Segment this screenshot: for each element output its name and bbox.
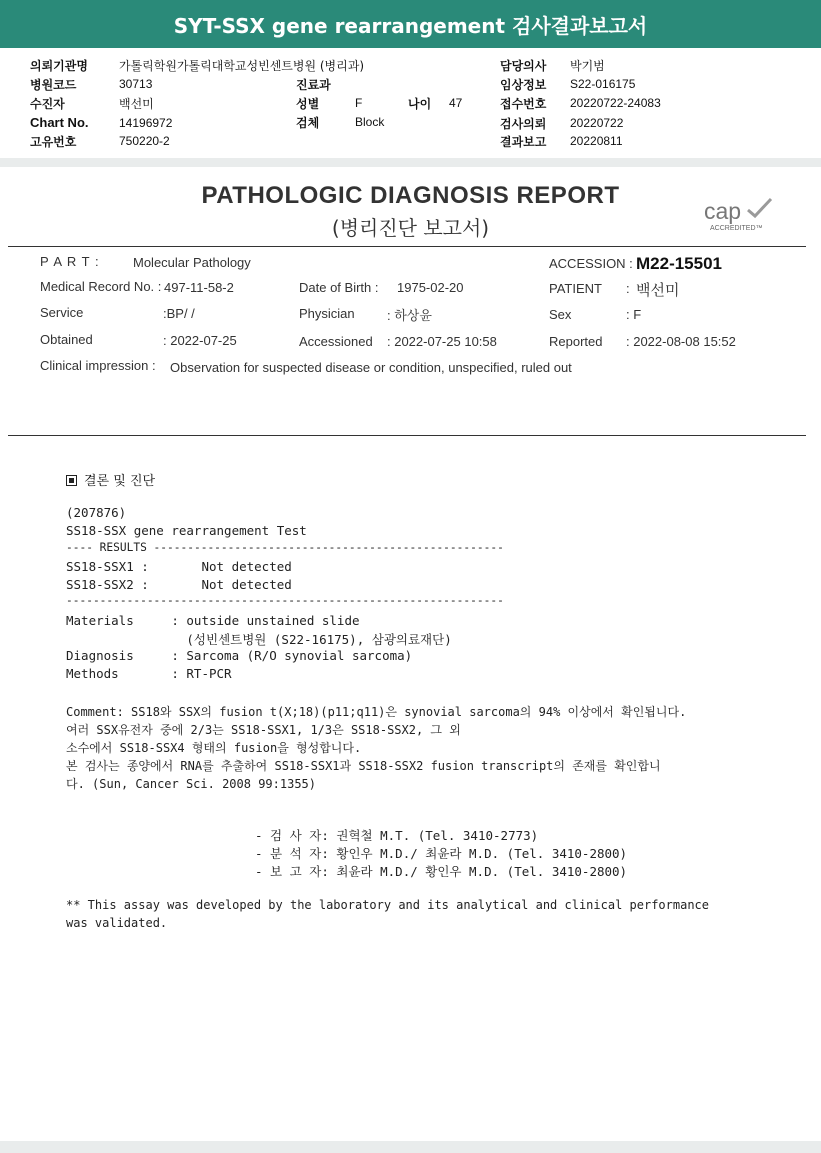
hospital-code-value: 30713 xyxy=(119,77,153,91)
square-bullet-icon xyxy=(66,475,77,486)
dept-label: 진료과 xyxy=(296,78,331,92)
report-title: SYT-SSX gene rearrangement 검사결과보고서 xyxy=(173,14,648,38)
pathology-report-subtitle: (병리진단 보고서) xyxy=(331,216,490,240)
obtained-value: : 2022-07-25 xyxy=(163,333,237,348)
result-ssx1: SS18-SSX1 : Not detected xyxy=(66,559,292,574)
physician-value: : 하상윤 xyxy=(387,308,432,323)
accession-label: ACCESSION : xyxy=(549,256,633,271)
dob-label: Date of Birth : xyxy=(299,280,379,295)
comment-line-3: 소수에서 SS18-SSX4 형태의 fusion을 형성합니다. xyxy=(66,741,362,755)
result-value: 20220811 xyxy=(570,134,623,148)
id-label: 고유번호 xyxy=(30,135,77,149)
comment-line-2: 여러 SSX유전자 중에 2/3는 SS18-SSX1, 1/3은 SS18-SSX2, 그 외 xyxy=(66,723,461,737)
signatory-analyst: - 분 석 자: 황인우 M.D./ 최윤라 M.D. (Tel. 3410-2800) xyxy=(255,846,628,861)
comment-line-1: Comment: SS18와 SSX의 fusion t(X;18)(p11;q11)은 synovial sarcoma의 94% 이상에서 확인됩니다. xyxy=(66,705,687,719)
accessioned-value: : 2022-07-25 10:58 xyxy=(387,334,497,349)
clinical-impression-value: Observation for suspected disease or condition, unspecified, ruled out xyxy=(170,360,572,375)
cap-logo-word: cap xyxy=(704,198,742,224)
sex-field-value: : F xyxy=(626,307,642,322)
accessioned-label: Accessioned xyxy=(299,334,373,349)
result-label: 결과보고 xyxy=(500,135,547,149)
sex-label: 성별 xyxy=(296,97,320,111)
hospital-code-label: 병원코드 xyxy=(30,78,77,92)
id-value: 750220-2 xyxy=(119,134,170,148)
report-title-bar xyxy=(0,0,821,48)
mrn-label: Medical Record No. : xyxy=(40,279,162,294)
test-name: SS18-SSX gene rearrangement Test xyxy=(66,523,307,538)
patient-value: 백선미 xyxy=(636,281,680,299)
divider-bottom xyxy=(8,435,806,436)
physician-label: Physician xyxy=(299,306,355,321)
sex-field-label: Sex xyxy=(549,307,572,322)
chart-label: Chart No. xyxy=(30,115,89,130)
result-ssx2: SS18-SSX2 : Not detected xyxy=(66,577,292,592)
part-value: Molecular Pathology xyxy=(133,255,251,270)
comment-line-4: 본 검사는 종양에서 RNA를 추출하여 SS18-SSX1과 SS18-SSX2 fusion transcript의 존재를 확인합니 xyxy=(66,759,661,773)
cap-accredited-text: ACCREDITED™ xyxy=(710,225,763,232)
checkmark-icon xyxy=(744,196,774,220)
footer-band xyxy=(0,1141,821,1153)
specimen-value: Block xyxy=(355,115,385,129)
service-label: Service xyxy=(40,305,84,320)
service-value: :BP/ / xyxy=(163,306,195,321)
chart-value: 14196972 xyxy=(119,116,173,130)
org-label: 의뢰기관명 xyxy=(30,59,88,73)
obtained-label: Obtained xyxy=(40,332,93,347)
dash-divider: ----------------------------------------------------------------- xyxy=(66,594,504,607)
mrn-value: 497-11-58-2 xyxy=(164,280,234,295)
dob-value: 1975-02-20 xyxy=(397,280,464,295)
pathology-report-title: PATHOLOGIC DIAGNOSIS REPORT xyxy=(201,182,620,209)
cap-accredited-logo xyxy=(700,196,778,236)
org-value: 가톨릭학원가톨릭대학교성빈센트병원 (병리과) xyxy=(119,59,365,73)
request-label: 검사의뢰 xyxy=(500,117,547,131)
doctor-label: 담당의사 xyxy=(500,59,547,73)
assay-note-line-2: was validated. xyxy=(66,916,168,930)
materials-line: Materials : outside unstained slide xyxy=(66,613,360,628)
specimen-label: 검체 xyxy=(296,116,320,130)
reported-value: : 2022-08-08 15:52 xyxy=(626,334,736,349)
recipient-value: 백선미 xyxy=(119,97,154,111)
patient-label: PATIENT xyxy=(549,281,602,296)
request-value: 20220722 xyxy=(570,116,624,130)
materials-line-2: (성빈센트병원 (S22-16175), 삼광의료재단) xyxy=(66,632,452,647)
clinical-label: 임상정보 xyxy=(500,78,547,92)
clinical-value: S22-016175 xyxy=(570,77,636,91)
age-value: 47 xyxy=(449,96,463,110)
comment-line-5: 다. (Sun, Cancer Sci. 2008 99:1355) xyxy=(66,777,317,791)
signatory-examiner: - 검 사 자: 권혁철 M.T. (Tel. 3410-2773) xyxy=(255,828,539,843)
divider-top xyxy=(8,246,806,247)
receipt-value: 20220722-24083 xyxy=(570,96,661,110)
clinical-impression-label: Clinical impression : xyxy=(40,358,156,373)
receipt-label: 접수번호 xyxy=(500,97,547,111)
part-label: P A R T : xyxy=(40,254,100,269)
recipient-label: 수진자 xyxy=(30,97,65,111)
section-heading-text: 결론 및 진단 xyxy=(84,474,156,489)
sex-value: F xyxy=(355,96,363,110)
reported-label: Reported xyxy=(549,334,603,349)
age-label: 나이 xyxy=(408,97,432,111)
doctor-value: 박기범 xyxy=(570,59,605,73)
results-divider: ---- RESULTS ---------------------------------------------------- xyxy=(66,541,504,554)
accession-value: M22-15501 xyxy=(636,254,723,273)
signatory-reporter: - 보 고 자: 최윤라 M.D./ 황인우 M.D. (Tel. 3410-2800) xyxy=(255,864,628,879)
methods-line: Methods : RT-PCR xyxy=(66,666,232,681)
patient-colon: : xyxy=(626,281,630,296)
test-code: (207876) xyxy=(66,505,127,520)
header-separator xyxy=(0,158,821,167)
diagnosis-line: Diagnosis : Sarcoma (R/O synovial sarcoma) xyxy=(66,648,413,663)
section-heading xyxy=(66,470,155,489)
assay-note-line-1: ** This assay was developed by the laboratory and its analytical and clinical performance xyxy=(66,898,709,912)
